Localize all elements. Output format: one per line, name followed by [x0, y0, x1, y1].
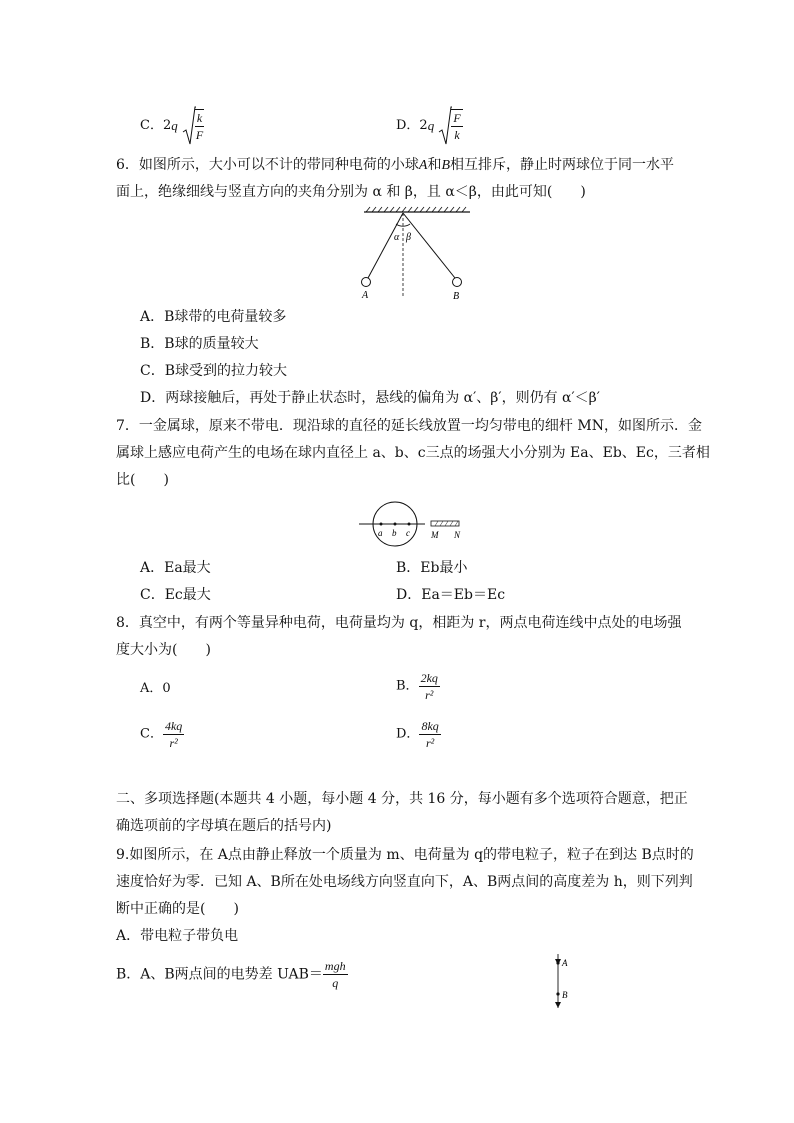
ball-b [453, 278, 462, 287]
q9-option-b-den: q [332, 976, 339, 990]
q8-option-d-num: 8kq [421, 719, 439, 733]
q5-option-c-num: k [196, 111, 203, 125]
point-b-label: b [392, 528, 397, 538]
q7-stem-line3: 比( ) [116, 472, 169, 488]
q6-option-b: B．B球的质量较大 [140, 336, 259, 352]
q5-option-d-den: k [454, 128, 460, 142]
q5-option-d-var: q [427, 118, 435, 133]
q6-stem-tail: 相互排斥，静止时两球位于同一水平 [450, 157, 675, 173]
q8-option-c-label: C． [140, 726, 163, 742]
q8-stem-line1: 8．真空中，有两个等量异种电荷，电荷量均为 q，相距为 r，两点电荷连线中点处的电场强 [116, 615, 682, 631]
point-a [556, 961, 559, 964]
ball-a [362, 278, 371, 287]
rod-m-label: M [431, 530, 439, 540]
q9-figure [548, 952, 578, 1014]
point-b [556, 992, 559, 995]
q5-option-c-label: C．2 [140, 118, 172, 133]
section2-heading-line2: 确选项前的字母填在题后的括号内) [116, 818, 332, 834]
q6-stem-line1 [116, 155, 674, 176]
q6-option-c: C．B球受到的拉力较大 [140, 363, 287, 379]
section2-heading-line1: 二、多项选择题(本题共 4 小题，每小题 4 分，共 16 分，每小题有多个选项符合题意，把正 [116, 791, 688, 807]
q7-stem-line2: 属球上感应电荷产生的电场在球内直径上 a、b、c三点的场强大小分别为 Ea、Eb、Ec，三者相 [116, 445, 710, 461]
rod-n-label: N [454, 530, 461, 540]
point-c [408, 523, 411, 526]
q9-option-a: A．带电粒子带负电 [116, 928, 239, 944]
q5-option-d-num: F [453, 111, 461, 125]
q6-stem-line2: 面上，绝缘细线与竖直方向的夹角分别为 α 和 β，且 α＜β，由此可知( ) [116, 184, 586, 200]
q8-option-b [396, 670, 440, 703]
angle-beta-label: β [406, 232, 411, 243]
q6-ball-b-ref: B [441, 158, 451, 173]
point-c-label: c [406, 528, 410, 538]
q7-option-d: D．Ea＝Eb＝Ec [396, 587, 506, 603]
angle-alpha-label: α [394, 232, 400, 243]
point-a [380, 523, 383, 526]
q8-option-d [396, 718, 441, 751]
q6-stem-text: 6．如图所示，大小可以不计的带同种电荷的小球 [116, 157, 419, 173]
q5-option-d [396, 106, 463, 146]
q8-option-b-den: r² [425, 688, 434, 702]
point-b [394, 523, 397, 526]
q7-stem-line1: 7．一金属球，原来不带电．现沿球的直径的延长线放置一均匀带电的细杆 MN，如图所示．金 [116, 418, 702, 434]
thread-b [403, 213, 455, 278]
q7-option-b: B．Eb最小 [396, 560, 468, 576]
q5-option-d-label: D．2 [396, 118, 428, 133]
q7-option-c: C．Ec最大 [140, 587, 211, 603]
point-b-label: B [562, 990, 568, 1000]
q5-option-c-sqrt [182, 106, 204, 146]
sqrt-sign-icon [182, 106, 196, 146]
q6-stem-and: 和 [427, 157, 442, 173]
q8-option-d-den: r² [425, 736, 435, 750]
thread-a [368, 213, 403, 278]
ball-b-label: B [453, 291, 460, 302]
q5-option-c [140, 106, 204, 146]
point-a-label: a [378, 528, 383, 538]
q5-option-c-var: q [171, 118, 178, 133]
q8-option-c-den: r² [169, 736, 178, 750]
q6-option-a: A．B球带的电荷量较多 [140, 309, 287, 325]
q7-figure [355, 496, 485, 550]
arrow-down-icon [555, 1002, 561, 1008]
q9-option-b-text: B．A、B两点间的电势差 UAB＝ [116, 966, 323, 983]
q8-option-d-label: D． [396, 726, 420, 742]
q7-option-a: A．Ea最大 [140, 560, 211, 576]
sqrt-sign-icon [438, 106, 452, 146]
q5-option-c-den: F [195, 128, 204, 142]
q8-stem-line2: 度大小为( ) [116, 642, 211, 658]
q9-stem-line1: 9.如图所示，在 A点由静止释放一个质量为 m、电荷量为 q的带电粒子，粒子在到达 B点时的 [116, 847, 694, 863]
ball-a-label: A [362, 290, 369, 301]
q8-option-c [140, 718, 184, 751]
q6-ball-a-ref: A [418, 158, 428, 173]
q9-option-b [116, 958, 348, 991]
q8-option-a: A．0 [140, 681, 171, 696]
q8-option-b-num: 2kq [420, 671, 438, 685]
q6-option-d: D．两球接触后，再处于静止状态时，悬线的偏角为 α′、β′，则仍有 α′＜β′ [140, 390, 600, 406]
q9-stem-line2: 速度恰好为零．已知 A、B所在处电场线方向竖直向下，A、B两点间的高度差为 h，则下列判 [116, 874, 693, 890]
q9-option-b-num: mgh [324, 959, 346, 973]
q6-figure [358, 204, 478, 304]
point-a-label: A [562, 958, 568, 968]
q9-stem-line3: 断中正确的是( ) [116, 901, 239, 917]
q8-option-b-label: B． [396, 678, 419, 694]
q5-option-d-sqrt [438, 106, 462, 146]
q8-option-c-num: 4kq [164, 719, 183, 733]
